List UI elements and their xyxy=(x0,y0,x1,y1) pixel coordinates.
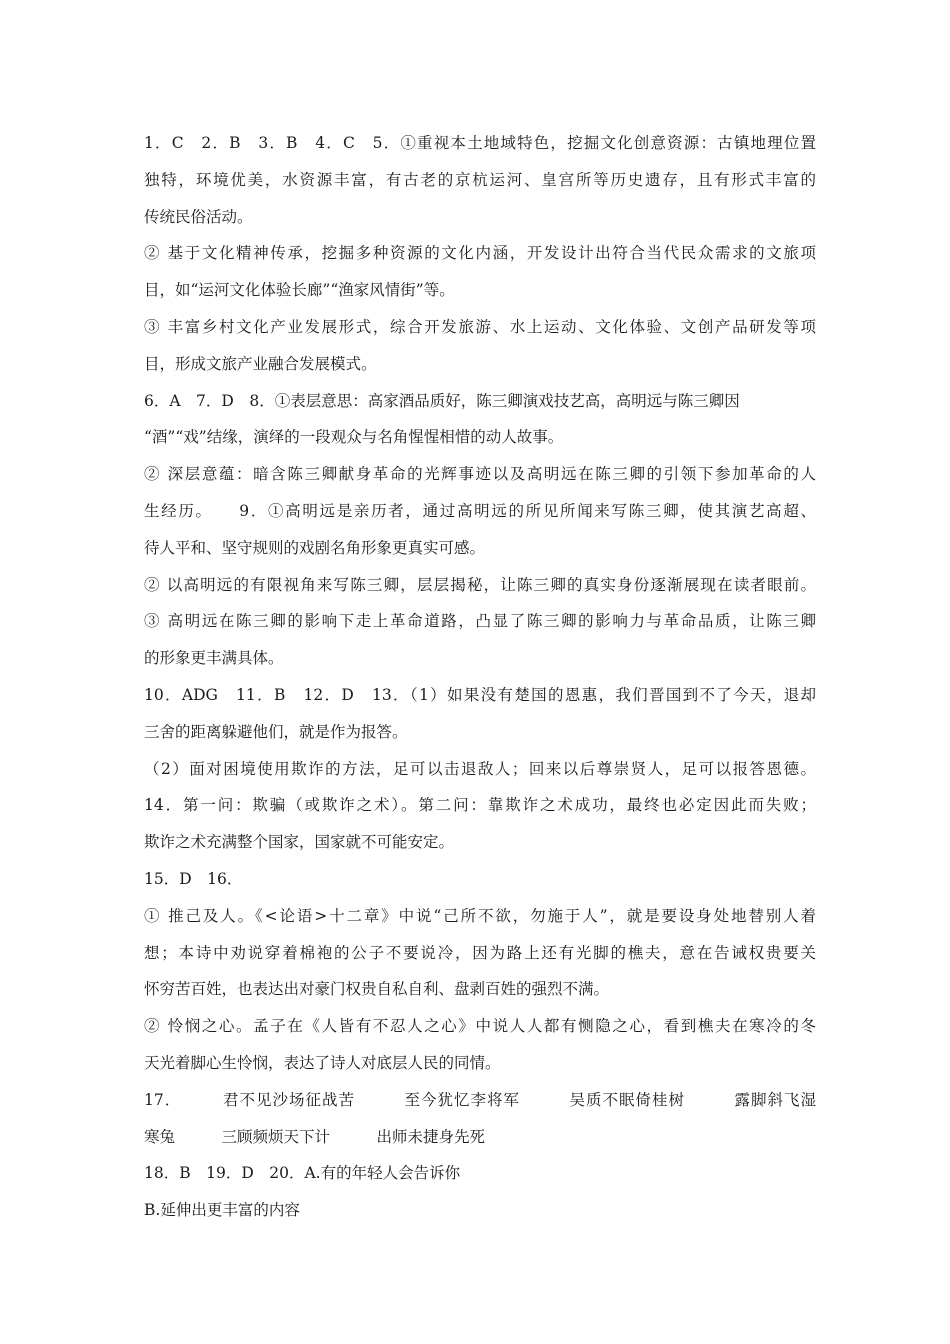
text-line: 生经历。 9．①高明远是亲历者，通过高明远的所见所闻来写陈三卿，使其演艺高超、 xyxy=(144,501,816,520)
text-line: ② 怜悯之心。孟子在《人皆有不忍人之心》中说人人都有恻隐之心，看到樵夫在寒冷的冬 xyxy=(144,1017,816,1036)
answer-key-body xyxy=(144,125,816,1229)
text-line: 15．D 16． xyxy=(144,869,243,888)
text-line: ③ 高明远在陈三卿的影响下走上革命道路，凸显了陈三卿的影响力与革命品质，让陈三卿 xyxy=(144,612,816,631)
text-line: 17． 君不见沙场征战苦 至今犹忆李将军 吴质不眠倚桂树 露脚斜飞湿 xyxy=(144,1090,816,1109)
text-line: 目，如“运河文化体验长廊”“渔家风情街”等。 xyxy=(144,281,455,300)
text-line: 想；本诗中劝说穿着棉袍的公子不要说冷，因为路上还有光脚的樵夫，意在告诫权贵要关 xyxy=(144,943,816,962)
text-line: 三舍的距离躲避他们，就是作为报答。 xyxy=(144,722,408,741)
text-line: 寒兔 三顾频烦天下计 出师未捷身先死 xyxy=(144,1127,486,1146)
text-line: “酒”“戏”结缘，演绎的一段观众与名角惺惺相惜的动人故事。 xyxy=(144,428,564,447)
text-line: 1．C 2．B 3．B 4．C 5．①重视本土地域特色，挖掘文化创意资源：古镇地理位置 xyxy=(144,134,816,152)
text-line: 的形象更丰满具体。 xyxy=(144,649,284,668)
text-line: 14．第一问：欺骗（或欺诈之术）。第二问：靠欺诈之术成功，最终也必定因此而失败； xyxy=(144,796,816,815)
text-line: B.延伸出更丰富的内容 xyxy=(144,1201,300,1220)
text-line: ② 基于文化精神传承，挖掘多种资源的文化内涵，开发设计出符合当代民众需求的文旅项 xyxy=(144,244,816,263)
text-line: 传统民俗活动。 xyxy=(144,207,253,226)
text-line: 怀穷苦百姓，也表达出对豪门权贵自私自利、盘剥百姓的强烈不满。 xyxy=(144,980,610,999)
text-line: 待人平和、坚守规则的戏剧名角形象更真实可感。 xyxy=(144,538,486,557)
text-line: ① 推己及人。《<论语>十二章》中说“己所不欲，勿施于人”，就是要设身处地替别人着 xyxy=(144,906,816,925)
text-line: ② 以高明远的有限视角来写陈三卿，层层揭秘，让陈三卿的真实身份逐渐展现在读者眼前。 xyxy=(144,575,816,594)
text-line: ③ 丰富乡村文化产业发展形式，综合开发旅游、水上运动、文化体验、文创产品研发等项 xyxy=(144,317,816,336)
text-line: 欺诈之术充满整个国家，国家就不可能安定。 xyxy=(144,833,455,852)
text-line: 10．ADG 11．B 12．D 13．（1）如果没有楚国的恩惠，我们晋国到不了今天，退却 xyxy=(144,685,816,704)
text-line: 18．B 19．D 20．A.有的年轻人会告诉你 xyxy=(144,1164,461,1183)
text-line: 6．A 7．D 8．①表层意思：高家酒品质好，陈三卿演戏技艺高，高明远与陈三卿因 xyxy=(144,391,740,410)
text-line: 独特，环境优美，水资源丰富，有古老的京杭运河、皇宫所等历史遗存，且有形式丰富的 xyxy=(144,170,816,189)
text-line: ② 深层意蕴：暗含陈三卿献身革命的光辉事迹以及高明远在陈三卿的引领下参加革命的人 xyxy=(144,465,816,484)
text-line: 目，形成文旅产业融合发展模式。 xyxy=(144,354,377,373)
text-line: （2）面对困境使用欺诈的方法，足可以击退敌人；回来以后尊崇贤人，足可以报答恩德。 xyxy=(144,759,816,778)
text-line: 天光着脚心生怜悯，表达了诗人对底层人民的同情。 xyxy=(144,1053,501,1072)
